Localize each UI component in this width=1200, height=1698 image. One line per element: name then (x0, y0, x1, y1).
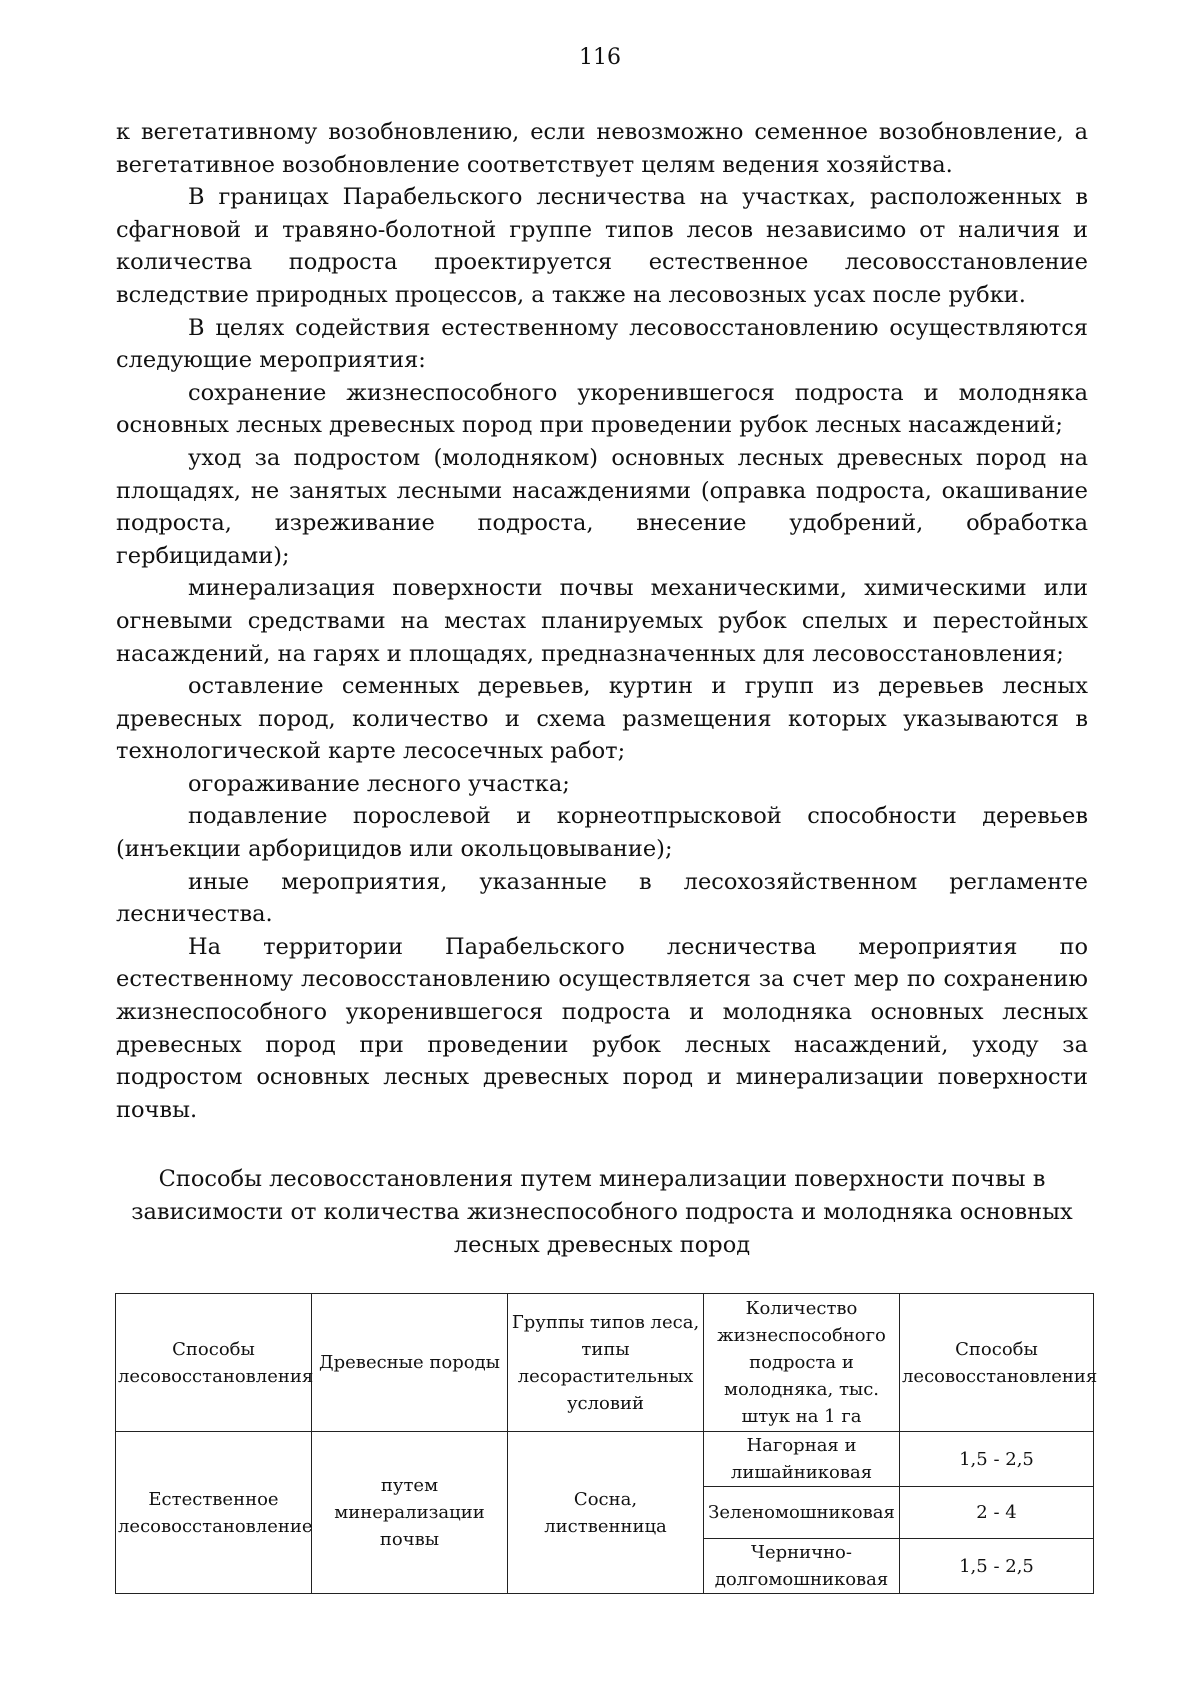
table-row (116, 1432, 1094, 1487)
table-container (115, 1293, 1098, 1594)
paragraph: В целях содействия естественному лесовосстановлению осуществляются следующие мероприятия: (116, 314, 1088, 374)
methods-table (115, 1293, 1098, 1594)
list-item: подавление порослевой и корнеотпрысковой способности деревьев (инъекции арборицидов или окольцовывание); (116, 803, 1088, 863)
forest-type-cell: Чернично-долгомошниковая (704, 1539, 900, 1594)
header-cell: Способы лесовосстановления (900, 1294, 1094, 1432)
value-cell: 1,5 - 2,5 (900, 1539, 1094, 1594)
paragraph: На территории Парабельского лесничества мероприятия по естественному лесовосстановлению осуществляется за счет мер по сохранению жизнеспособного укоренившегося подроста и молодняка основных лесных древесных пород при проведении рубок лесных насаждений, уходу за подростом основных лесных древесных пород и минерализации поверхности почвы. (116, 933, 1088, 1123)
list-item: сохранение жизнеспособного укоренившегося подроста и молодняка основных лесных древесных пород при проведении рубок лесных насаждений; (116, 379, 1088, 439)
method-cell: Естественное лесовосстановление (116, 1432, 312, 1594)
table-header-row (116, 1294, 1094, 1432)
header-cell: Древесные породы (312, 1294, 508, 1432)
list-item: огораживание лесного участка; (188, 770, 570, 797)
page-number: 116 (579, 45, 621, 70)
header-cell: Способы лесовосстановления (116, 1294, 312, 1432)
header-cell: Количество жизнеспособного подроста и молодняка, тыс. штук на 1 га (704, 1294, 900, 1432)
list-item: уход за подростом (молодняком) основных лесных древесных пород на площадях, не занятых лесными насаждениями (оправка подроста, окашивание подроста, изреживание подроста, внесение удобрений, обработка гербицидами); (116, 444, 1088, 569)
body-text (116, 116, 1088, 1126)
list-item: оставление семенных деревьев, куртин и групп из деревьев лесных древесных пород, количество и схема размещения которых указываются в технологической карте лесосечных работ; (116, 673, 1088, 765)
table-caption: Способы лесовосстановления путем минерализации поверхности почвы в зависимости от количества жизнеспособного подроста и молодняка основных лесных древесных пород (131, 1166, 1073, 1258)
header-cell: Группы типов леса, типы лесорастительных условий (508, 1294, 704, 1432)
list-item: иные мероприятия, указанные в лесохозяйственном регламенте лесничества. (116, 868, 1088, 928)
species-cell: путем минерализации почвы (312, 1432, 508, 1594)
forest-type-cell: Зеленомошниковая (704, 1487, 900, 1539)
value-cell: 2 - 4 (900, 1487, 1094, 1539)
paragraph: В границах Парабельского лесничества на участках, расположенных в сфагновой и травяно-болотной группе типов лесов независимо от наличия и количества подроста проектируется естественное лесовосстановление вследствие природных процессов, а также на лесовозных усах после рубки. (116, 184, 1088, 308)
forest-type-cell: Нагорная и лишайниковая (704, 1432, 900, 1487)
paragraph: к вегетативному возобновлению, если невозможно семенное возобновление, а вегетативное возобновление соответствует целям ведения хозяйства. (116, 119, 1088, 178)
value-cell: 1,5 - 2,5 (900, 1432, 1094, 1487)
list-item: минерализация поверхности почвы механическими, химическими или огневыми средствами на местах планируемых рубок спелых и перестойных насаждений, на гарях и площадях, предназначенных для лесовосстановления; (116, 575, 1088, 667)
forest-group-cell: Сосна, лиственница (508, 1432, 704, 1594)
